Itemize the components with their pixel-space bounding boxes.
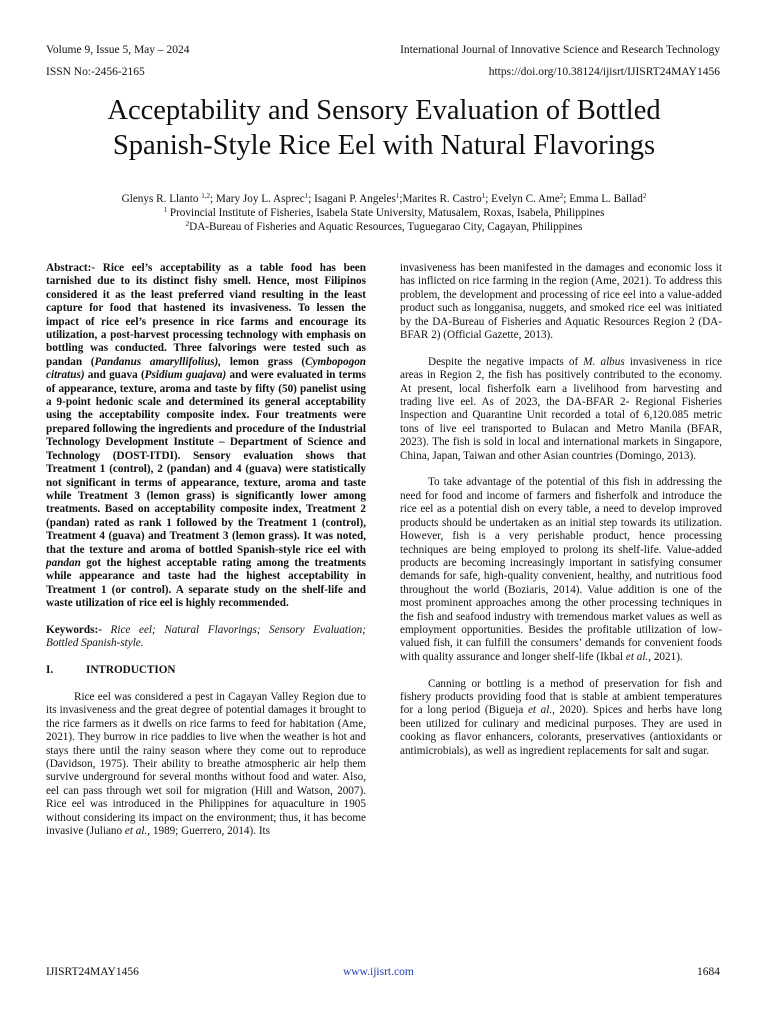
- issn: ISSN No:-2456-2165: [46, 66, 145, 78]
- species-name: Psidium guajava): [144, 369, 227, 382]
- section-number: I.: [46, 664, 54, 677]
- footer-website-link[interactable]: www.ijisrt.com: [343, 966, 414, 978]
- intro-paragraph-4: [400, 476, 722, 664]
- abstract-text: got the highest acceptable rating among the treatments while appearance and taste had the highest acceptability in Treatment 1 (or control). A separate study on the shelf-life and waste utilization of rice eel is highly recommended.: [46, 556, 366, 610]
- intro-paragraph-1: [46, 691, 366, 838]
- journal-name: International Journal of Innovative Science and Research Technology: [400, 44, 720, 56]
- author-name: ; Evelyn C. Ame: [485, 193, 560, 205]
- affiliation-marker: 2: [642, 192, 647, 200]
- affiliation-text: DA-Bureau of Fisheries and Aquatic Resources, Tuguegarao City, Cagayan, Philippines: [189, 221, 583, 233]
- paragraph-text: Despite the negative impacts of: [428, 355, 584, 368]
- species-name: Pandanus amaryllifolius),: [94, 355, 222, 368]
- affiliation-marker: 2: [559, 192, 564, 200]
- section-title: INTRODUCTION: [86, 664, 176, 677]
- keywords-text: Rice eel; Natural Flavorings; Sensory Evaluation; Bottled Spanish-style.: [46, 623, 366, 650]
- author-name: ;Marites R. Castro: [399, 193, 482, 205]
- author-name: Glenys R. Llanto: [121, 193, 202, 205]
- abstract-text: lemon grass (: [221, 355, 306, 368]
- paragraph-text: 1989; Guerrero, 2014). Its: [150, 825, 271, 838]
- intro-paragraph-2: invasiveness has been manifested in the damages and economic loss it has inflicted on rice farming in the region (Ame, 2021). To address this problem, the development and processing of rice eel into a value-added product such as longganisa, nuggets, and smoked rice eel was initiated by the DA-Bureau of Fisheries and Aquatic Resources Region 2 (DA-BFAR 2) (Official Gazette, 2013).: [400, 262, 722, 342]
- species-name: pandan: [46, 556, 81, 569]
- author-name: ; Isagani P. Angeles: [308, 193, 396, 205]
- right-column: [400, 262, 722, 758]
- author-list: [40, 192, 728, 206]
- paragraph-text: To take advantage of the potential of this fish in addressing the need for food and income of farmers and fisherfolk and introduce the rice eel as a potential dish on every table, a need to develop improved products should be undertaken as an initial step towards its utilization. However, fish is a very perishable product, hence processing techniques are being employed to prolong its shelf-life. Value-added products are becoming increasingly important in satisfying consumer demands for safe, high-quality convenient, healthy, and nutritious food throughout the world (Boziaris, 2014). Value addition is one of the most prominent approaches among the other processing techniques in the fish and seafood industry with tremendous market values as well as employment opportunities. Besides the profitable utilization of low-valued fish, it can fulfill the consumers’ demands for convenient foods with quality assurance and longer shelf-life (Ikbal: [400, 476, 722, 663]
- intro-paragraph-5: [400, 678, 722, 758]
- abstract-text: Abstract:- Rice eel’s acceptability as a table food has been tarnished due to its distinct fishy smell. Hence, most Filipinos considered it as the least preferred viand resulting in the least capture for food that hastened its invasiveness. To lessen the impact of rice eel’s presence in rice farms and encourage its utilization, a post-harvest processing technology with emphasis on bottling was conducted. Three falvorings were tested such as pandan (: [46, 262, 366, 368]
- affiliation-marker: 1: [163, 206, 168, 214]
- author-block: [40, 192, 728, 234]
- author-name: ; Mary Joy L. Asprec: [209, 193, 305, 205]
- affiliation-marker: 1: [481, 192, 486, 200]
- author-name: ; Emma L. Ballad: [563, 193, 643, 205]
- title-line-1: Acceptability and Sensory Evaluation of Bottled: [107, 95, 661, 126]
- paragraph-text: invasiveness in rice areas in Region 2, the fish has positively contributed to the economy. At present, local fisherfolk earn a livelihood from harvesting and trading live eel. As of 2023, the DA-BFAR 2- Regional Fisheries Inspection and Quarantine Unit recorded a total of 6,120.085 metric tons of live eel transported to Bulacan and Metro Manila (BFAR, 2023). The fish is sold in local and international markets in Singapore, China, Japan, Taiwan and other Asian countries (Domingo, 2013).: [400, 355, 723, 462]
- abstract-text: and were evaluated in terms of appearance, texture, aroma and taste by fifty (50) panelist using a 9-point hedonic scale and determined its general acceptability using the acceptability composite index. Four treatments were prepared following the ingredients and procedure of the Industrial Technology Development Institute – Department of Science and Technology (DOST-ITDI). Sensory evaluation shows that Treatment 1 (control), 2 (pandan) and 4 (guava) were statistically not significant in terms of appearance, texture, aroma and taste while Treatment 3 (lemon grass) is significantly lower among treatments. Based on acceptability composite index, Treatment 2 (pandan) rated as rank 1 followed by the Treatment 1 (control), Treatment 4 (guava) and Treatment 3 (lemon grass). It was noted, that the texture and aroma of bottled Spanish-style rice eel with: [46, 369, 366, 556]
- title-line-2: Spanish-Style Rice Eel with Natural Flavorings: [112, 130, 656, 161]
- affiliation-marker: 2: [185, 220, 190, 228]
- doi-link[interactable]: https://doi.org/10.38124/ijisrt/IJISRT24MAY1456: [488, 66, 720, 78]
- affiliation-text: Provincial Institute of Fisheries, Isabela State University, Matusalem, Roxas, Isabela, Philippines: [167, 207, 605, 219]
- abstract: [46, 262, 366, 611]
- citation-italic: et al.,: [527, 704, 555, 717]
- affiliation-2: [40, 220, 728, 234]
- citation-italic: et al.,: [124, 825, 151, 838]
- affiliation-marker: 1: [395, 192, 400, 200]
- keywords: [46, 624, 366, 651]
- paragraph-text: 2021).: [651, 650, 683, 663]
- affiliation-marker: 1: [304, 192, 309, 200]
- intro-paragraph-3: [400, 356, 722, 463]
- affiliation-1: [40, 206, 728, 220]
- citation-italic: et al.,: [625, 650, 652, 663]
- keywords-label: Keywords:-: [46, 623, 102, 636]
- paper-title: [40, 93, 728, 163]
- species-name: Cymbopogon citratus): [46, 355, 367, 382]
- volume-info: Volume 9, Issue 5, May – 2024: [46, 44, 190, 56]
- section-heading-introduction: [46, 664, 366, 677]
- paragraph-text: Canning or bottling is a method of preservation for fish and fishery products providing food that is stable at ambient temperatures for a long period (Bigueja: [400, 677, 722, 717]
- page-number: 1684: [697, 966, 720, 978]
- abstract-text: and guava (: [84, 369, 145, 382]
- left-column: [46, 262, 366, 838]
- paragraph-text: 2020). Spices and herbs have long been utilized for culinary and medicinal purposes. They are used in cooking as flavor enhancers, colorants, preservatives (antioxidants or antimicrobials), as well as ingredient replacements for salt and sugar.: [400, 704, 722, 757]
- species-name: M. albus: [583, 355, 625, 368]
- affiliation-marker: 1,2: [201, 192, 210, 200]
- paragraph-text: Rice eel was considered a pest in Cagayan Valley Region due to its invasiveness and the great degree of potential damages it brought to the rice farmers as it dwells on rice farms to feed for habitation (Ame, 2021). They burrow in rice paddies to live when the weather is hot and stays there until the rainy season where they come out to reproduce (Davidson, 1975). Their ability to breathe atmospheric air help them survive underground for several months without food and water. Also, eel can pass through wet soil for migration (Hill and Watson, 2007). Rice eel was introduced in the Philippines for aquaculture in 1905 without considering its impact on the environment; thus, it has become invasive (Juliano: [46, 690, 366, 838]
- footer-paper-id: IJISRT24MAY1456: [46, 966, 139, 978]
